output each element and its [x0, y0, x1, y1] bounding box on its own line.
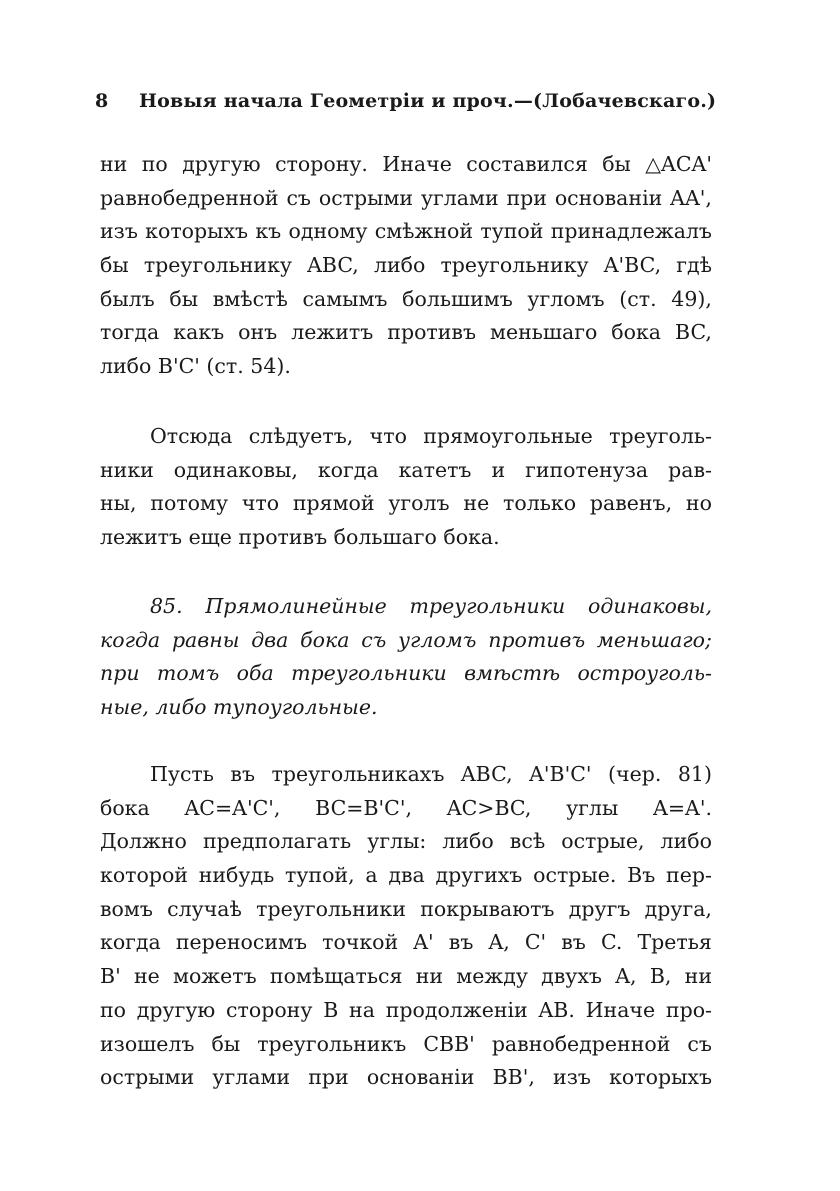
- word: не: [463, 491, 490, 516]
- word: бы: [211, 1031, 241, 1056]
- word: BC=B'C',: [315, 795, 413, 820]
- word: на: [349, 997, 375, 1022]
- word: острыми: [100, 1065, 195, 1090]
- paragraph-2: [100, 420, 712, 555]
- word: которыхъ: [609, 1065, 712, 1090]
- word: изъ: [553, 1065, 591, 1090]
- word: треугольники: [291, 661, 447, 686]
- word: равны: [171, 627, 240, 652]
- word: которыхъ: [145, 219, 249, 244]
- word: бы: [169, 286, 199, 311]
- word: томъ: [156, 661, 220, 686]
- text-line: [100, 487, 712, 521]
- word: прямоугольные: [423, 424, 593, 448]
- word: что: [241, 491, 280, 516]
- word: вмѣстѣ: [464, 661, 561, 686]
- word: когда: [317, 457, 379, 482]
- word: 81): [677, 762, 712, 786]
- word: AB.: [538, 997, 575, 1022]
- word: одному: [288, 219, 368, 244]
- word: между: [456, 964, 528, 989]
- word: всѣ: [509, 829, 546, 854]
- word: либо: [660, 829, 712, 854]
- word: Должно: [100, 829, 187, 854]
- word: бы: [100, 253, 129, 278]
- word: друга,: [644, 896, 712, 921]
- word: A': [413, 930, 434, 955]
- word: можетъ: [173, 964, 257, 989]
- word: 49),: [671, 286, 712, 311]
- word: A,: [615, 964, 637, 989]
- word: и: [491, 457, 506, 482]
- word: либо: [442, 829, 494, 854]
- word: B,: [649, 964, 672, 989]
- text-line: лежитъ еще противъ большаго бока.: [100, 525, 500, 550]
- text-line: [100, 792, 712, 826]
- word: изошелъ: [100, 1031, 195, 1056]
- word: при: [308, 1065, 349, 1090]
- word: помѣщаться: [269, 964, 403, 989]
- word: A'BC,: [603, 253, 662, 278]
- word: Пусть: [150, 762, 214, 786]
- text-line: [100, 926, 712, 960]
- word: составился: [466, 152, 588, 176]
- word: меньшаго: [490, 320, 598, 345]
- word: C': [524, 930, 547, 955]
- word: лежитъ: [291, 320, 374, 345]
- paragraph-1: [100, 148, 712, 384]
- word: при: [506, 185, 547, 210]
- word: (чер.: [608, 762, 662, 786]
- word: AC=A'C',: [184, 795, 281, 820]
- text-line: [100, 1061, 712, 1095]
- word: нибудь: [198, 863, 275, 888]
- word: ни: [684, 964, 712, 989]
- text-line: [100, 590, 712, 624]
- word: BB',: [492, 1065, 535, 1090]
- word: былъ: [100, 286, 155, 311]
- word: угломъ: [398, 627, 477, 652]
- word: основаніи: [366, 1065, 475, 1090]
- text-line: [100, 316, 712, 350]
- word: треугольнику: [440, 253, 589, 278]
- word: потому: [150, 491, 229, 516]
- word: изъ: [100, 219, 138, 244]
- word: точкой: [322, 930, 399, 955]
- word: Иначе: [382, 152, 452, 176]
- word: смѣжной: [374, 219, 474, 244]
- text-line: [100, 1028, 712, 1062]
- word: вмѣстѣ: [212, 286, 288, 311]
- word: по: [141, 152, 168, 176]
- word: угломъ: [527, 286, 605, 311]
- word: Отсюда: [150, 424, 233, 448]
- word: продолженіи: [385, 997, 528, 1022]
- word: два: [388, 863, 425, 888]
- word: углы: [566, 795, 619, 820]
- word: ABC,: [460, 762, 513, 786]
- word: уголъ: [388, 491, 450, 516]
- word: гдѣ: [676, 253, 712, 278]
- running-title: Новыя начала Геометріи и проч.—(Лобачевскаго.): [139, 90, 717, 112]
- text-line: [100, 182, 712, 216]
- word: что: [369, 424, 407, 448]
- word: CBB': [423, 1031, 475, 1056]
- word: въ: [561, 930, 586, 955]
- word: бы: [602, 152, 631, 176]
- word: равнобедренной: [100, 185, 279, 210]
- word: большимъ: [402, 286, 513, 311]
- text-line: ные, либо тупоугольные.: [100, 695, 378, 720]
- word: AC>BC,: [446, 795, 532, 820]
- word: одинаковы,: [173, 457, 298, 482]
- word: рав-: [668, 457, 712, 482]
- word: бока: [100, 795, 150, 820]
- page-header: [95, 90, 715, 112]
- word: съ: [286, 185, 311, 210]
- word: предполагать: [202, 829, 352, 854]
- word: BC,: [675, 320, 712, 345]
- word: другую: [136, 997, 216, 1022]
- word: къ: [255, 219, 282, 244]
- word: при: [100, 661, 140, 686]
- theorem-85: [100, 590, 712, 725]
- word: ни: [415, 964, 444, 989]
- word: переносимъ: [175, 930, 308, 955]
- text-line: [100, 249, 712, 283]
- word: но: [685, 491, 712, 516]
- word: тупой,: [285, 863, 355, 888]
- word: сторону: [226, 997, 313, 1022]
- word: углами: [420, 185, 499, 210]
- word: либо: [373, 253, 426, 278]
- word: самымъ: [302, 286, 388, 311]
- word: Въ: [627, 863, 656, 888]
- text-line: [100, 825, 712, 859]
- word: B': [100, 964, 121, 989]
- word: AA',: [670, 185, 712, 210]
- word: ны,: [100, 491, 137, 516]
- word: а: [365, 863, 378, 888]
- text-line: [100, 454, 712, 488]
- word: острыми: [318, 185, 414, 210]
- word: гипотенуза: [525, 457, 649, 482]
- word: треугольникъ: [257, 1031, 407, 1056]
- word: въ: [230, 762, 256, 786]
- word: оба: [236, 661, 274, 686]
- word: другихъ: [435, 863, 523, 888]
- word: равенъ,: [589, 491, 673, 516]
- word: острые,: [561, 829, 645, 854]
- word: съ: [687, 1031, 712, 1056]
- word: онъ: [238, 320, 278, 345]
- word: другъ: [568, 896, 631, 921]
- text-line: [100, 215, 712, 249]
- word: бока: [300, 627, 350, 652]
- word: равнобедренной: [491, 1031, 671, 1056]
- word: ники: [100, 457, 154, 482]
- page-number: 8: [95, 90, 109, 112]
- word: B: [323, 997, 339, 1022]
- word: принадлежалъ: [550, 219, 712, 244]
- word: треугольникахъ: [271, 762, 445, 786]
- text-line: [100, 657, 712, 691]
- word: Прямолинейные: [205, 594, 387, 618]
- word: которой: [100, 863, 188, 888]
- word: съ: [361, 627, 387, 652]
- word: два: [251, 627, 289, 652]
- word: острые.: [533, 863, 617, 888]
- word: только: [503, 491, 577, 516]
- word: случаѣ: [167, 896, 242, 921]
- word: противъ: [387, 320, 477, 345]
- word: меньшаго;: [596, 627, 712, 652]
- text-line: [100, 624, 712, 658]
- word: △ACA': [645, 152, 712, 176]
- word: треугольники: [409, 594, 566, 618]
- word: основаніи: [554, 185, 663, 210]
- word: про-: [665, 997, 712, 1022]
- word: треугольнику: [143, 253, 292, 278]
- word: въ: [448, 930, 474, 955]
- word: покрываютъ: [420, 896, 555, 921]
- word: A'B'C': [529, 762, 592, 786]
- text-line: [100, 893, 712, 927]
- word: углами: [212, 1065, 291, 1090]
- text-line: [100, 420, 712, 454]
- word: двухъ: [541, 964, 602, 989]
- word: по: [100, 997, 127, 1022]
- word: A=A'.: [653, 795, 712, 820]
- text-line: [100, 758, 712, 792]
- word: Иначе: [585, 997, 656, 1022]
- word: другую: [182, 152, 261, 176]
- word: катетъ: [398, 457, 472, 482]
- word: когда: [100, 627, 161, 652]
- word: вомъ: [100, 896, 153, 921]
- text-line: [100, 859, 712, 893]
- text-line: [100, 148, 712, 182]
- word: ни: [100, 152, 128, 176]
- word: пер-: [666, 863, 712, 888]
- word: тупой: [480, 219, 544, 244]
- word: треуголь-: [609, 424, 712, 448]
- word: противъ: [488, 627, 586, 652]
- text-line: [100, 994, 712, 1028]
- word: Третья: [637, 930, 712, 955]
- text-line: либо B'C' (ст. 54).: [100, 354, 291, 379]
- word: A,: [488, 930, 510, 955]
- word: углы:: [367, 829, 427, 854]
- word: тогда: [100, 320, 160, 345]
- word: остроуголь-: [577, 661, 712, 686]
- word: прямой: [292, 491, 375, 516]
- word: 85.: [150, 594, 183, 618]
- word: ABC,: [307, 253, 359, 278]
- word: не: [133, 964, 160, 989]
- word: сторону.: [275, 152, 368, 176]
- word: треугольники: [256, 896, 406, 921]
- word: бока: [611, 320, 661, 345]
- word: одинаковы,: [588, 594, 712, 618]
- word: (ст.: [619, 286, 657, 311]
- word: какъ: [173, 320, 225, 345]
- text-line: [100, 960, 712, 994]
- paragraph-4: [100, 758, 712, 1095]
- word: слѣдуетъ,: [248, 424, 354, 448]
- text-line: [100, 283, 712, 317]
- word: когда: [100, 930, 161, 955]
- word: C.: [600, 930, 623, 955]
